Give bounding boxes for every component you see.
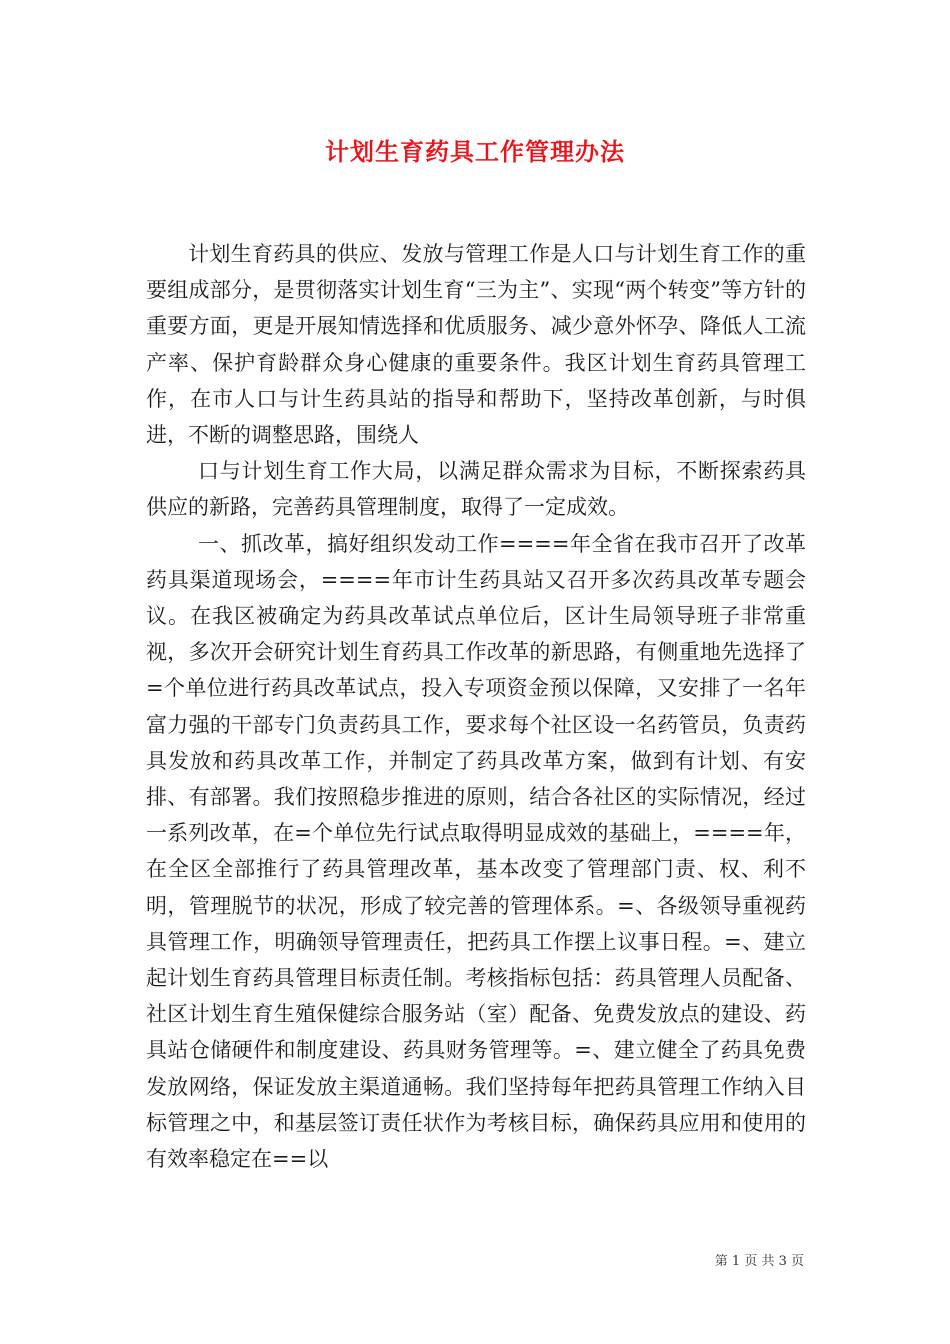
paragraph-continuation: 口与计划生育工作大局，以满足群众需求为目标，不断探索药具供应的新路，完善药具管理制度，取得了一定成效。	[146, 459, 806, 520]
document-title: 计划生育药具工作管理办法	[325, 138, 625, 166]
paragraph-reform: 一、抓改革，搞好组织发动工作====年全省在我市召开了改革药具渠道现场会，====年市计生药具站又召开多次药具改革专题会议。在我区被确定为药具改革试点单位后，区计生局领导班子非常重视，多次开会研究计划生育药具工作改革的新思路，有侧重地先选择了=个单位进行药具改革试点，投入专项资金预以保障，又安排了一名年富力强的干部专门负责药具工作，要求每个社区设一名药管员，负责药具发放和药具改革工作，并制定了药具改革方案，做到有计划、有安排、有部署。我们按照稳步推进的原则，结合各社区的实际情况，经过一系列改革，在=个单位先行试点取得明显成效的基础上，====年，在全区全部推行了药具管理改革，基本改变了管理部门责、权、利不明，管理脱节的状况，形成了较完善的管理体系。=、各级领导重视药具管理工作，明确领导管理责任，把药具工作摆上议事日程。=、建立起计划生育药具管理目标责任制。考核指标包括：药具管理人员配备、社区计划生育生殖保健综合服务站（室）配备、免费发放点的建设、药具站仓储硬件和制度建设、药具财务管理等。=、建立健全了药具免费发放网络，保证发放主渠道通畅。我们坚持每年把药具管理工作纳入目标管理之中，和基层签订责任状作为考核目标，确保药具应用和使用的有效率稳定在==以	[146, 531, 806, 1172]
paragraph-intro: 计划生育药具的供应、发放与管理工作是人口与计划生育工作的重要组成部分，是贯彻落实计划生育“三为主”、实现“两个转变”等方针的重要方面，更是开展知情选择和优质服务、减少意外怀孕、降低人工流产率、保护育龄群众身心健康的重要条件。我区计划生育药具管理工作，在市人口与计生药具站的指导和帮助下，坚持改革创新，与时俱进，不断的调整思路，围绕人	[146, 242, 806, 448]
document-body	[146, 236, 806, 1177]
page-footer: 第 1 页 共 3 页	[714, 1254, 804, 1269]
